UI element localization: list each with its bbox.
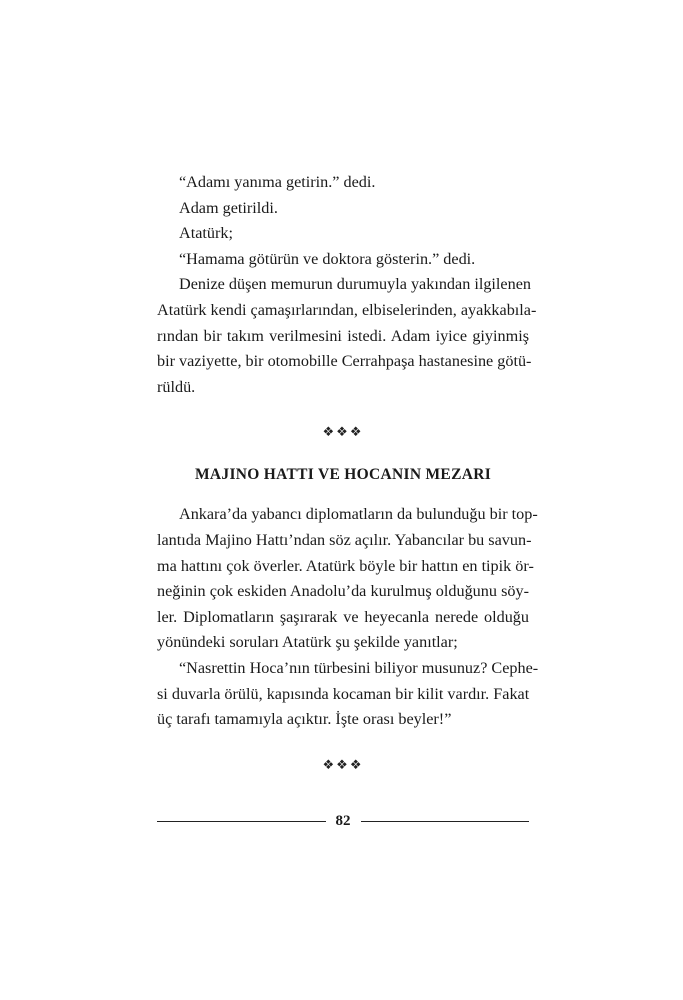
- text-line: Atatürk;: [179, 224, 233, 243]
- text-line: Atatürk kendi çamaşırlarından, elbiselerinden, ayakkabıla-: [157, 300, 537, 319]
- footer-rule-right: [361, 821, 530, 822]
- text-line: ler. Diplomatların şaşırarak ve heyecanla nerede olduğu: [157, 607, 529, 626]
- text-line: lantıda Majino Hattı’ndan söz açılır. Yabancılar bu savun-: [157, 530, 532, 549]
- text-line: “Adamı yanıma getirin.” dedi.: [179, 173, 376, 191]
- text-line: neğinin çok eskiden Anadolu’da kurulmuş olduğunu söy-: [157, 582, 529, 601]
- text-line: bir vaziyette, bir otomobille Cerrahpaşa hastanesine götü-: [157, 352, 532, 371]
- text-line: Ankara’da yabancı diplomatların da bulunduğu bir top-: [179, 505, 538, 524]
- section-heading: MAJINO HATTI VE HOCANIN MEZARI: [194, 466, 492, 484]
- section-separator: ❖❖❖: [322, 424, 364, 440]
- text-line: Adam getirildi.: [179, 198, 278, 217]
- text-line: si duvarla örülü, kapısında kocaman bir kilit vardır. Fakat: [157, 684, 530, 703]
- text-line: rından bir takım verilmesini istedi. Adam iyice giyinmiş: [157, 326, 529, 345]
- text-line: “Nasrettin Hoca’nın türbesini biliyor musunuz? Cephe-: [179, 658, 539, 677]
- text-line: rüldü.: [157, 377, 196, 396]
- text-line: yönündeki soruları Atatürk şu şekilde yanıtlar;: [157, 633, 458, 652]
- page-number: 82: [335, 813, 351, 829]
- paragraph: [157, 502, 539, 732]
- section-separator: ❖❖❖: [322, 756, 364, 772]
- footer-rule-left: [157, 821, 326, 822]
- text-line: ma hattını çok överler. Atatürk böyle bir hattın en tipik ör-: [157, 556, 534, 575]
- page-footer: [157, 810, 529, 832]
- page-content: [157, 170, 539, 775]
- text-line: üç tarafı tamamıyla açıktır. İşte orası beyler!”: [157, 710, 452, 729]
- text-line: Denize düşen memurun durumuyla yakından ilgilenen: [179, 275, 531, 294]
- text-line: “Hamama götürün ve doktora gösterin.” dedi.: [179, 249, 476, 268]
